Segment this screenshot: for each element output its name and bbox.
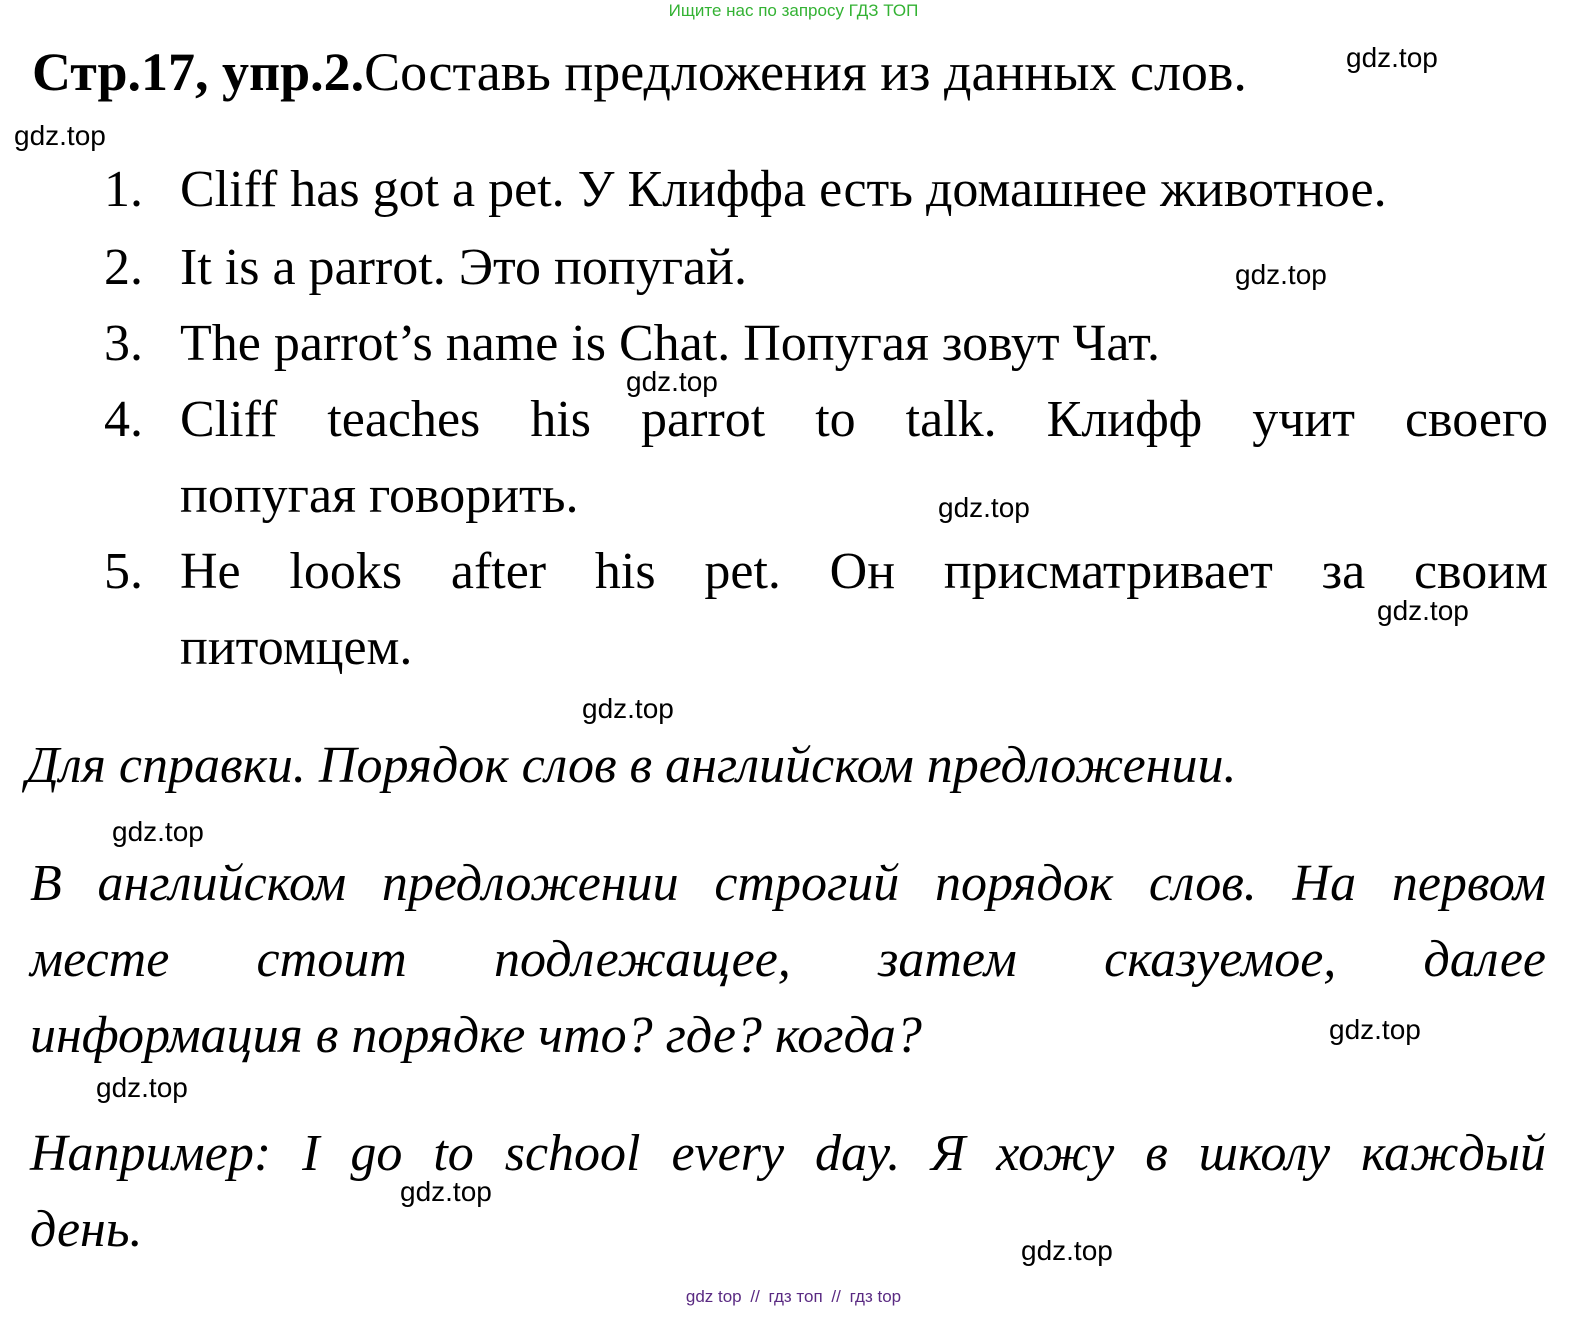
watermark: gdz.top xyxy=(1329,1014,1421,1045)
list-number: 1. xyxy=(104,161,143,218)
reference-paragraph-line-3: информация в порядке что? где? когда? xyxy=(30,1007,922,1064)
example-line-2: день. xyxy=(30,1201,143,1258)
reference-title: Для справки. Порядок слов в английском предложении. xyxy=(26,737,1237,794)
footer-link-gdz-top-cyrillic[interactable]: гдз топ xyxy=(768,1287,823,1306)
heading-task-text: Составь предложения из данных слов. xyxy=(364,42,1247,102)
list-number: 2. xyxy=(104,239,143,296)
example-line-1: Например: I go to school every day. Я хожу в школу каждый xyxy=(30,1125,1546,1182)
reference-paragraph-line-2: месте стоит подлежащее, затем сказуемое, далее xyxy=(30,931,1546,988)
footer-links xyxy=(0,1286,1587,1308)
watermark: gdz.top xyxy=(14,120,106,151)
watermark: gdz.top xyxy=(400,1176,492,1207)
page-heading xyxy=(32,40,1247,104)
top-banner: Ищите нас по запросу ГДЗ ТОП xyxy=(668,1,919,20)
list-item-4-line-2: попугая говорить. xyxy=(180,467,579,524)
watermark: gdz.top xyxy=(938,492,1030,523)
list-item-5-line-1: He looks after his pet. Он присматривает за своим xyxy=(180,543,1548,600)
list-item-5-line-2: питомцем. xyxy=(180,619,413,676)
list-text: The parrot’s name is Chat. Попугая зовут Чат. xyxy=(180,315,1160,372)
watermark: gdz.top xyxy=(1377,595,1469,626)
watermark: gdz.top xyxy=(112,816,204,847)
footer-separator: // xyxy=(750,1287,760,1306)
list-text: It is a parrot. Это попугай. xyxy=(180,239,747,296)
list-number: 3. xyxy=(104,315,143,372)
list-item-4-line-1: Cliff teaches his parrot to talk. Клифф учит своего xyxy=(180,391,1548,448)
watermark: gdz.top xyxy=(582,693,674,724)
reference-paragraph-line-1: В английском предложении строгий порядок слов. На первом xyxy=(30,855,1546,912)
list-text: Cliff has got a pet. У Клиффа есть домашнее животное. xyxy=(180,161,1387,218)
watermark: gdz.top xyxy=(96,1072,188,1103)
heading-exercise-ref: Стр.17, упр.2. xyxy=(32,42,365,102)
watermark: gdz.top xyxy=(1235,259,1327,290)
footer-link-gdz-top[interactable]: gdz top xyxy=(685,1287,742,1306)
watermark: gdz.top xyxy=(1346,42,1438,73)
list-number: 4. xyxy=(104,391,143,448)
list-number: 5. xyxy=(104,543,143,600)
watermark: gdz.top xyxy=(1021,1235,1113,1266)
watermark: gdz.top xyxy=(626,366,718,397)
footer-link-gdz-top-mixed[interactable]: гдз top xyxy=(849,1287,902,1306)
footer-separator: // xyxy=(831,1287,841,1306)
